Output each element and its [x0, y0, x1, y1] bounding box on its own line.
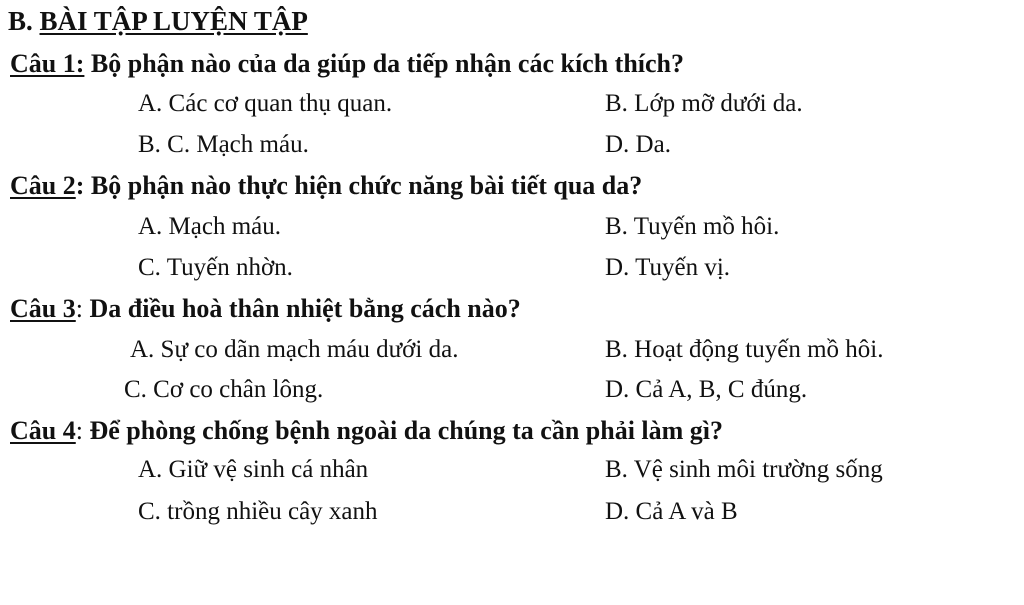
question-4-option-b: B. Vệ sinh môi trường sống: [605, 456, 883, 483]
question-4: [10, 414, 723, 448]
question-1-option-d: D. Da.: [605, 131, 671, 158]
question-3: [10, 292, 521, 326]
question-2-option-d: D. Tuyến vị.: [605, 254, 731, 281]
question-3-option-a: A. Sự co dãn mạch máu dưới da.: [130, 336, 459, 363]
question-2-text: Bộ phận nào thực hiện chức năng bài tiết qua da?: [84, 171, 643, 200]
question-1-option-b: B. Lớp mỡ dưới da.: [605, 90, 803, 117]
question-2: [10, 169, 642, 203]
question-3-option-b: B. Hoạt động tuyến mồ hôi.: [605, 336, 884, 363]
question-4-option-c: C. trồng nhiều cây xanh: [138, 498, 378, 525]
question-4-text: Để phòng chống bệnh ngoài da chúng ta cần phải làm gì?: [82, 416, 724, 445]
question-2-label: Câu 2: [10, 171, 76, 200]
question-4-option-a: A. Giữ vệ sinh cá nhân: [138, 456, 369, 483]
question-1-option-c: B. C. Mạch máu.: [138, 131, 309, 158]
section-title: BÀI TẬP LUYỆN TẬP: [39, 6, 308, 36]
question-1-label: Câu 1:: [10, 49, 85, 78]
question-4-label: Câu 4: [10, 416, 76, 445]
section-heading: [8, 4, 308, 38]
question-2-option-b: B. Tuyến mồ hôi.: [605, 213, 780, 240]
question-3-label: Câu 3: [10, 294, 76, 323]
question-1-text: Bộ phận nào của da giúp da tiếp nhận các kích thích?: [84, 49, 685, 78]
question-3-text: Da điều hoà thân nhiệt bằng cách nào?: [82, 294, 521, 323]
question-2-separator: :: [75, 171, 85, 200]
section-prefix: B.: [8, 6, 40, 36]
question-2-option-c: C. Tuyến nhờn.: [138, 254, 293, 281]
question-4-separator: :: [75, 416, 83, 445]
question-3-option-d: D. Cả A, B, C đúng.: [605, 376, 808, 403]
question-3-option-c: C. Cơ co chân lông.: [124, 376, 324, 403]
question-4-option-d: D. Cả A và B: [605, 498, 738, 525]
question-2-option-a: A. Mạch máu.: [138, 213, 282, 240]
question-1-option-a: A. Các cơ quan thụ quan.: [138, 90, 393, 117]
question-1: [10, 47, 684, 81]
question-3-separator: :: [75, 294, 83, 323]
